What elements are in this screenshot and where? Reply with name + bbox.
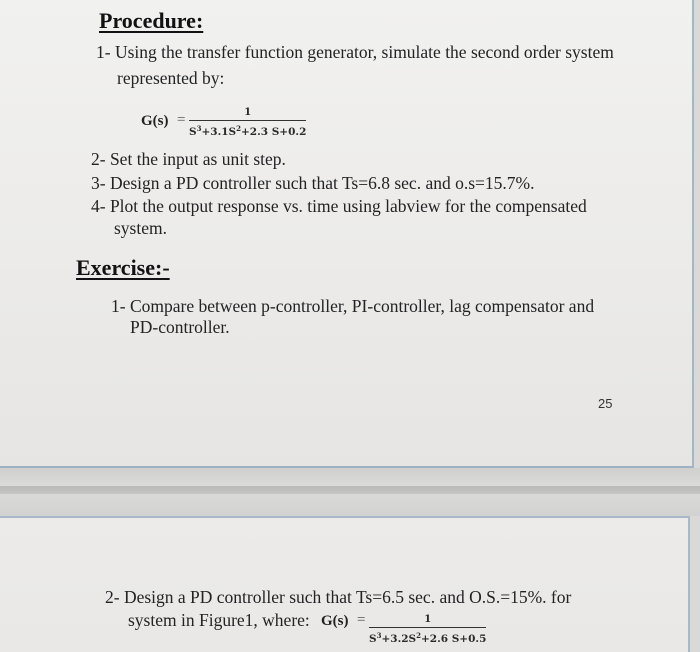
equation-1-lhs: G(s) <box>141 113 169 129</box>
fraction-bar <box>189 120 306 121</box>
equation-1-fraction <box>189 107 306 138</box>
exercise-item-1-line-1: 1- Compare between p-controller, PI-controller, lag compensator and <box>111 296 595 316</box>
procedure-item-1-line-1: 1- Using the transfer function generator, simulate the second order system <box>96 42 614 62</box>
equation-2-denominator: $S^3+3.2S^2+2.6$ S+0.5 <box>369 631 487 646</box>
page-separator <box>0 468 700 516</box>
procedure-item-2: 2- Set the input as unit step. <box>91 149 286 169</box>
procedure-item-4-line-2: system. <box>114 218 167 238</box>
next-page-item-2-line-1: 2- Design a PD controller such that Ts=6.5 sec. and O.S.=15%. for <box>105 587 572 607</box>
equation-2-numerator: 1 <box>424 614 432 625</box>
next-page-item-2-line-2: system in Figure1, where: <box>128 610 310 630</box>
procedure-item-1-line-2: represented by: <box>117 68 225 88</box>
fraction-bar <box>369 627 486 628</box>
equation-2-lhs: G(s) <box>321 613 349 629</box>
page-number: 25 <box>598 396 613 411</box>
equation-1-equals: = <box>177 112 186 128</box>
separator-line <box>0 486 700 494</box>
exercise-heading: Exercise:- <box>76 255 170 280</box>
exercise-item-1-line-2: PD-controller. <box>130 317 230 337</box>
equation-1-numerator: 1 <box>244 107 252 118</box>
procedure-item-4-line-1: 4- Plot the output response vs. time using labview for the compensated <box>91 196 587 216</box>
equation-1-denominator: $S^3+3.1S^2+2.3$ S+0.2 <box>189 124 307 139</box>
next-document-page <box>0 516 690 652</box>
procedure-item-3: 3- Design a PD controller such that Ts=6.8 sec. and o.s=15.7%. <box>91 173 535 193</box>
equation-2-fraction <box>369 614 486 645</box>
procedure-heading: Procedure: <box>99 8 204 33</box>
equation-2-equals: = <box>357 612 366 628</box>
